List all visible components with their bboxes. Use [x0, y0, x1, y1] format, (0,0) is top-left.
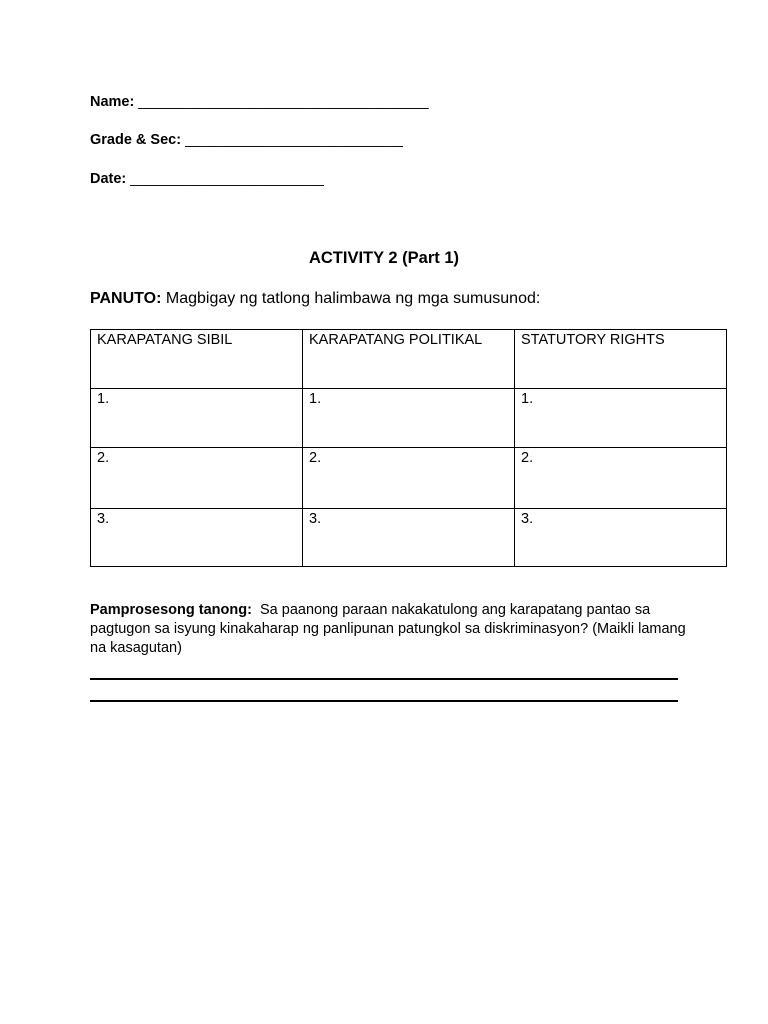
table-cell[interactable]: 1. [303, 389, 515, 448]
answer-line[interactable] [90, 700, 678, 702]
table-header-cell: KARAPATANG SIBIL [91, 330, 303, 389]
table-cell[interactable]: 3. [303, 509, 515, 567]
name-label: Name: [90, 94, 135, 110]
answer-line[interactable] [90, 678, 678, 680]
answer-table [90, 329, 727, 567]
name-blank[interactable]: ____________________________________ [138, 94, 429, 110]
directions-label: PANUTO: [90, 290, 162, 307]
table-header-row [91, 330, 727, 389]
table-cell[interactable]: 3. [515, 509, 727, 567]
grade-section-blank[interactable]: ___________________________ [185, 132, 403, 148]
date-field [90, 170, 324, 188]
table-cell[interactable]: 1. [515, 389, 727, 448]
table-cell[interactable]: 2. [91, 448, 303, 509]
table-row [91, 448, 727, 509]
table-header-cell: KARAPATANG POLITIKAL [303, 330, 515, 389]
grade-section-label: Grade & Sec: [90, 132, 182, 148]
processing-question-label: Pamprosesong tanong: [90, 602, 252, 618]
table-cell[interactable]: 3. [91, 509, 303, 567]
directions-text: Magbigay ng tatlong halimbawa ng mga sumusunod: [165, 290, 541, 307]
table-row [91, 389, 727, 448]
table-header-cell: STATUTORY RIGHTS [515, 330, 727, 389]
table-cell[interactable]: 1. [91, 389, 303, 448]
processing-question-text: Sa paanong paraan nakakatulong ang karapatang pantao sa pagtugon sa isyung kinakaharap ng panlipunan patungkol sa diskriminasyon? (Maikli lamang na kasagutan) [90, 602, 686, 656]
table-row [91, 509, 727, 567]
name-field [90, 93, 429, 111]
date-label: Date: [90, 171, 127, 187]
date-blank[interactable]: ________________________ [130, 171, 324, 187]
directions [90, 289, 540, 309]
table-cell[interactable]: 2. [303, 448, 515, 509]
table-cell[interactable]: 2. [515, 448, 727, 509]
activity-title: ACTIVITY 2 (Part 1) [308, 249, 460, 267]
grade-section-field [90, 131, 403, 149]
processing-question [90, 601, 690, 658]
